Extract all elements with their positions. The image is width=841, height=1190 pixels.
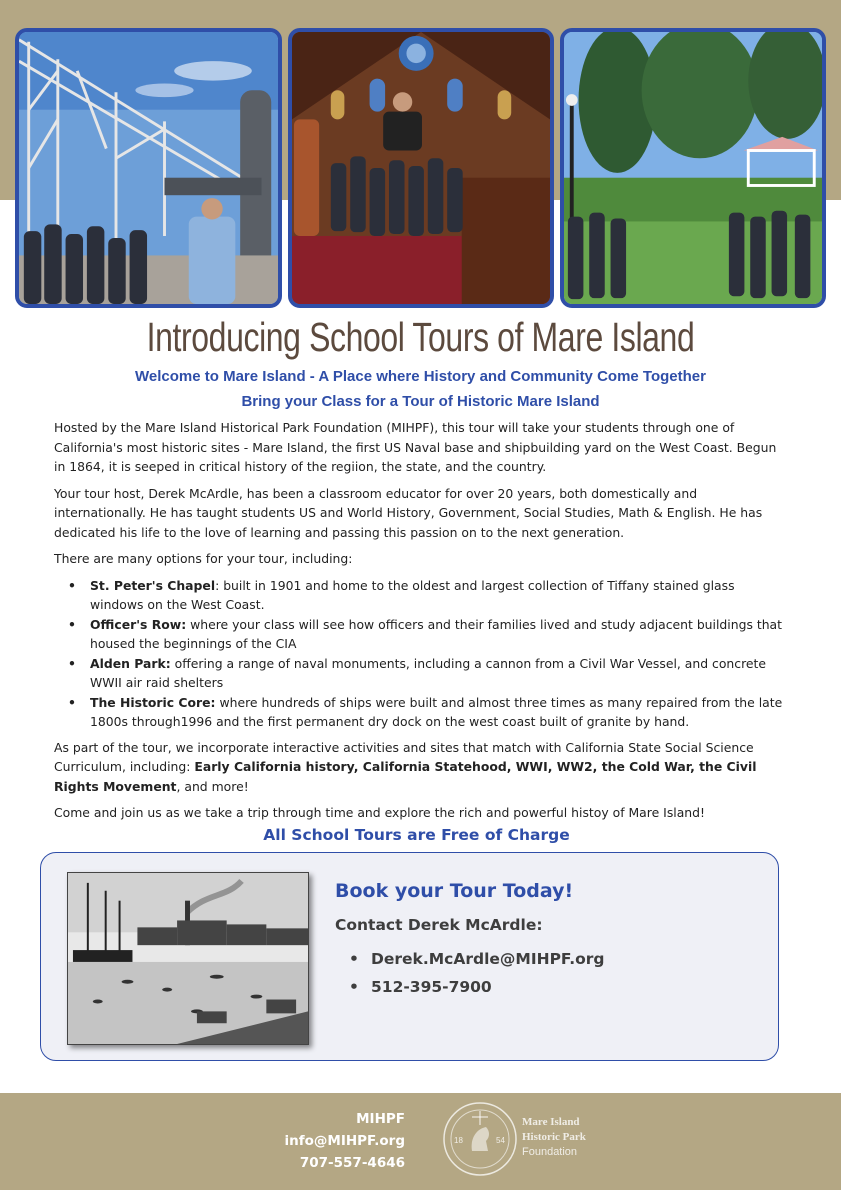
park-photo — [560, 28, 826, 308]
footer — [0, 1093, 841, 1190]
list-item — [54, 576, 784, 615]
option-text: where hundreds of ships were built and almost three times as many repaired from the late 1800s through1996 and the first permanent dry dock on the west coast built of granite by hand. — [90, 694, 783, 729]
subtitle-bring-class: Bring your Class for a Tour of Historic Mare Island — [241, 393, 600, 410]
options-intro: There are many options for your tour, including: — [54, 551, 353, 566]
host-paragraph: Your tour host, Derek McArdle, has been a classroom educator for over 20 years, both domestically and internationally. He has taught students US and World History, Government, Social Studies, Math & English. He has dedicated his life to the love of learning and passing this passion on to the next generation. — [54, 485, 763, 540]
book-tour-heading: Book your Tour Today! — [335, 880, 574, 902]
option-name: The Historic Core: — [90, 694, 216, 710]
list-item — [54, 654, 784, 693]
option-text: where your class will see how officers and their families lived and study adjacent buildings that housed the beginnings of the CIA — [90, 616, 783, 651]
wordmark-line-3: Foundation — [522, 1146, 578, 1158]
footer-contact — [285, 1108, 406, 1174]
body-text — [54, 418, 784, 830]
tour-options-list — [54, 576, 784, 732]
foundation-wordmark — [522, 1115, 586, 1160]
page-title: Introducing School Tours of Mare Island — [146, 314, 695, 360]
footer-phone[interactable]: 707-557-4646 — [299, 1155, 405, 1171]
list-item — [54, 615, 784, 654]
option-name: Officer's Row: — [90, 616, 187, 632]
list-item — [54, 693, 784, 732]
wordmark-line-1: Mare Island — [522, 1116, 580, 1128]
option-name: St. Peter's Chapel — [90, 577, 216, 593]
closing-paragraph: Come and join us as we take a trip through time and explore the rich and powerful histoy of Mare Island! — [54, 805, 705, 820]
foundation-seal-icon — [442, 1101, 518, 1177]
option-text: : built in 1901 and home to the oldest and largest collection of Tiffany stained glass windows on the West Coast. — [90, 577, 735, 612]
curriculum-paragraph: As part of the tour, we incorporate interactive activities and sites that match with California State Social Science Curriculum, including: Early California history, California Statehood, WWI, WW2, the Cold War, the Civil Rights Movement, and more! — [54, 739, 757, 794]
option-text: offering a range of naval monuments, including a cannon from a Civil War Vessel, and concrete WWII air raid shelters — [90, 655, 767, 690]
contact-label: Contact Derek McArdle: — [335, 916, 543, 934]
curriculum-topics: Early California history, California Statehood, WWI, WW2, the Cold War, the Civil Rights Movement — [54, 759, 757, 794]
subtitle-welcome: Welcome to Mare Island - A Place where History and Community Come Together — [135, 368, 706, 385]
chapel-photo — [288, 28, 554, 308]
free-tours-banner: All School Tours are Free of Charge — [263, 826, 570, 844]
footer-org: MIHPF — [356, 1111, 405, 1127]
seal-year-right: 54 — [496, 1136, 505, 1145]
shipyard-photo — [15, 28, 282, 308]
historic-harbor-photo — [67, 872, 309, 1045]
footer-email[interactable]: info@MIHPF.org — [284, 1133, 405, 1149]
booking-box — [40, 852, 779, 1061]
seal-year-left: 18 — [454, 1136, 463, 1145]
option-name: Alden Park: — [90, 655, 171, 671]
contact-list — [335, 945, 605, 1001]
intro-paragraph: Hosted by the Mare Island Historical Park Foundation (MIHPF), this tour will take your students through one of California's most historic sites - Mare Island, the first US Naval base and shipbuilding yard on the West Coast. Begun in 1864, it is seeped in critical history of the regiion, the state, and the country. — [54, 420, 777, 474]
contact-phone[interactable]: • 512-395-7900 — [335, 973, 605, 1001]
contact-email[interactable]: • Derek.McArdle@MIHPF.org — [335, 945, 605, 973]
wordmark-line-2: Historic Park — [522, 1131, 586, 1143]
